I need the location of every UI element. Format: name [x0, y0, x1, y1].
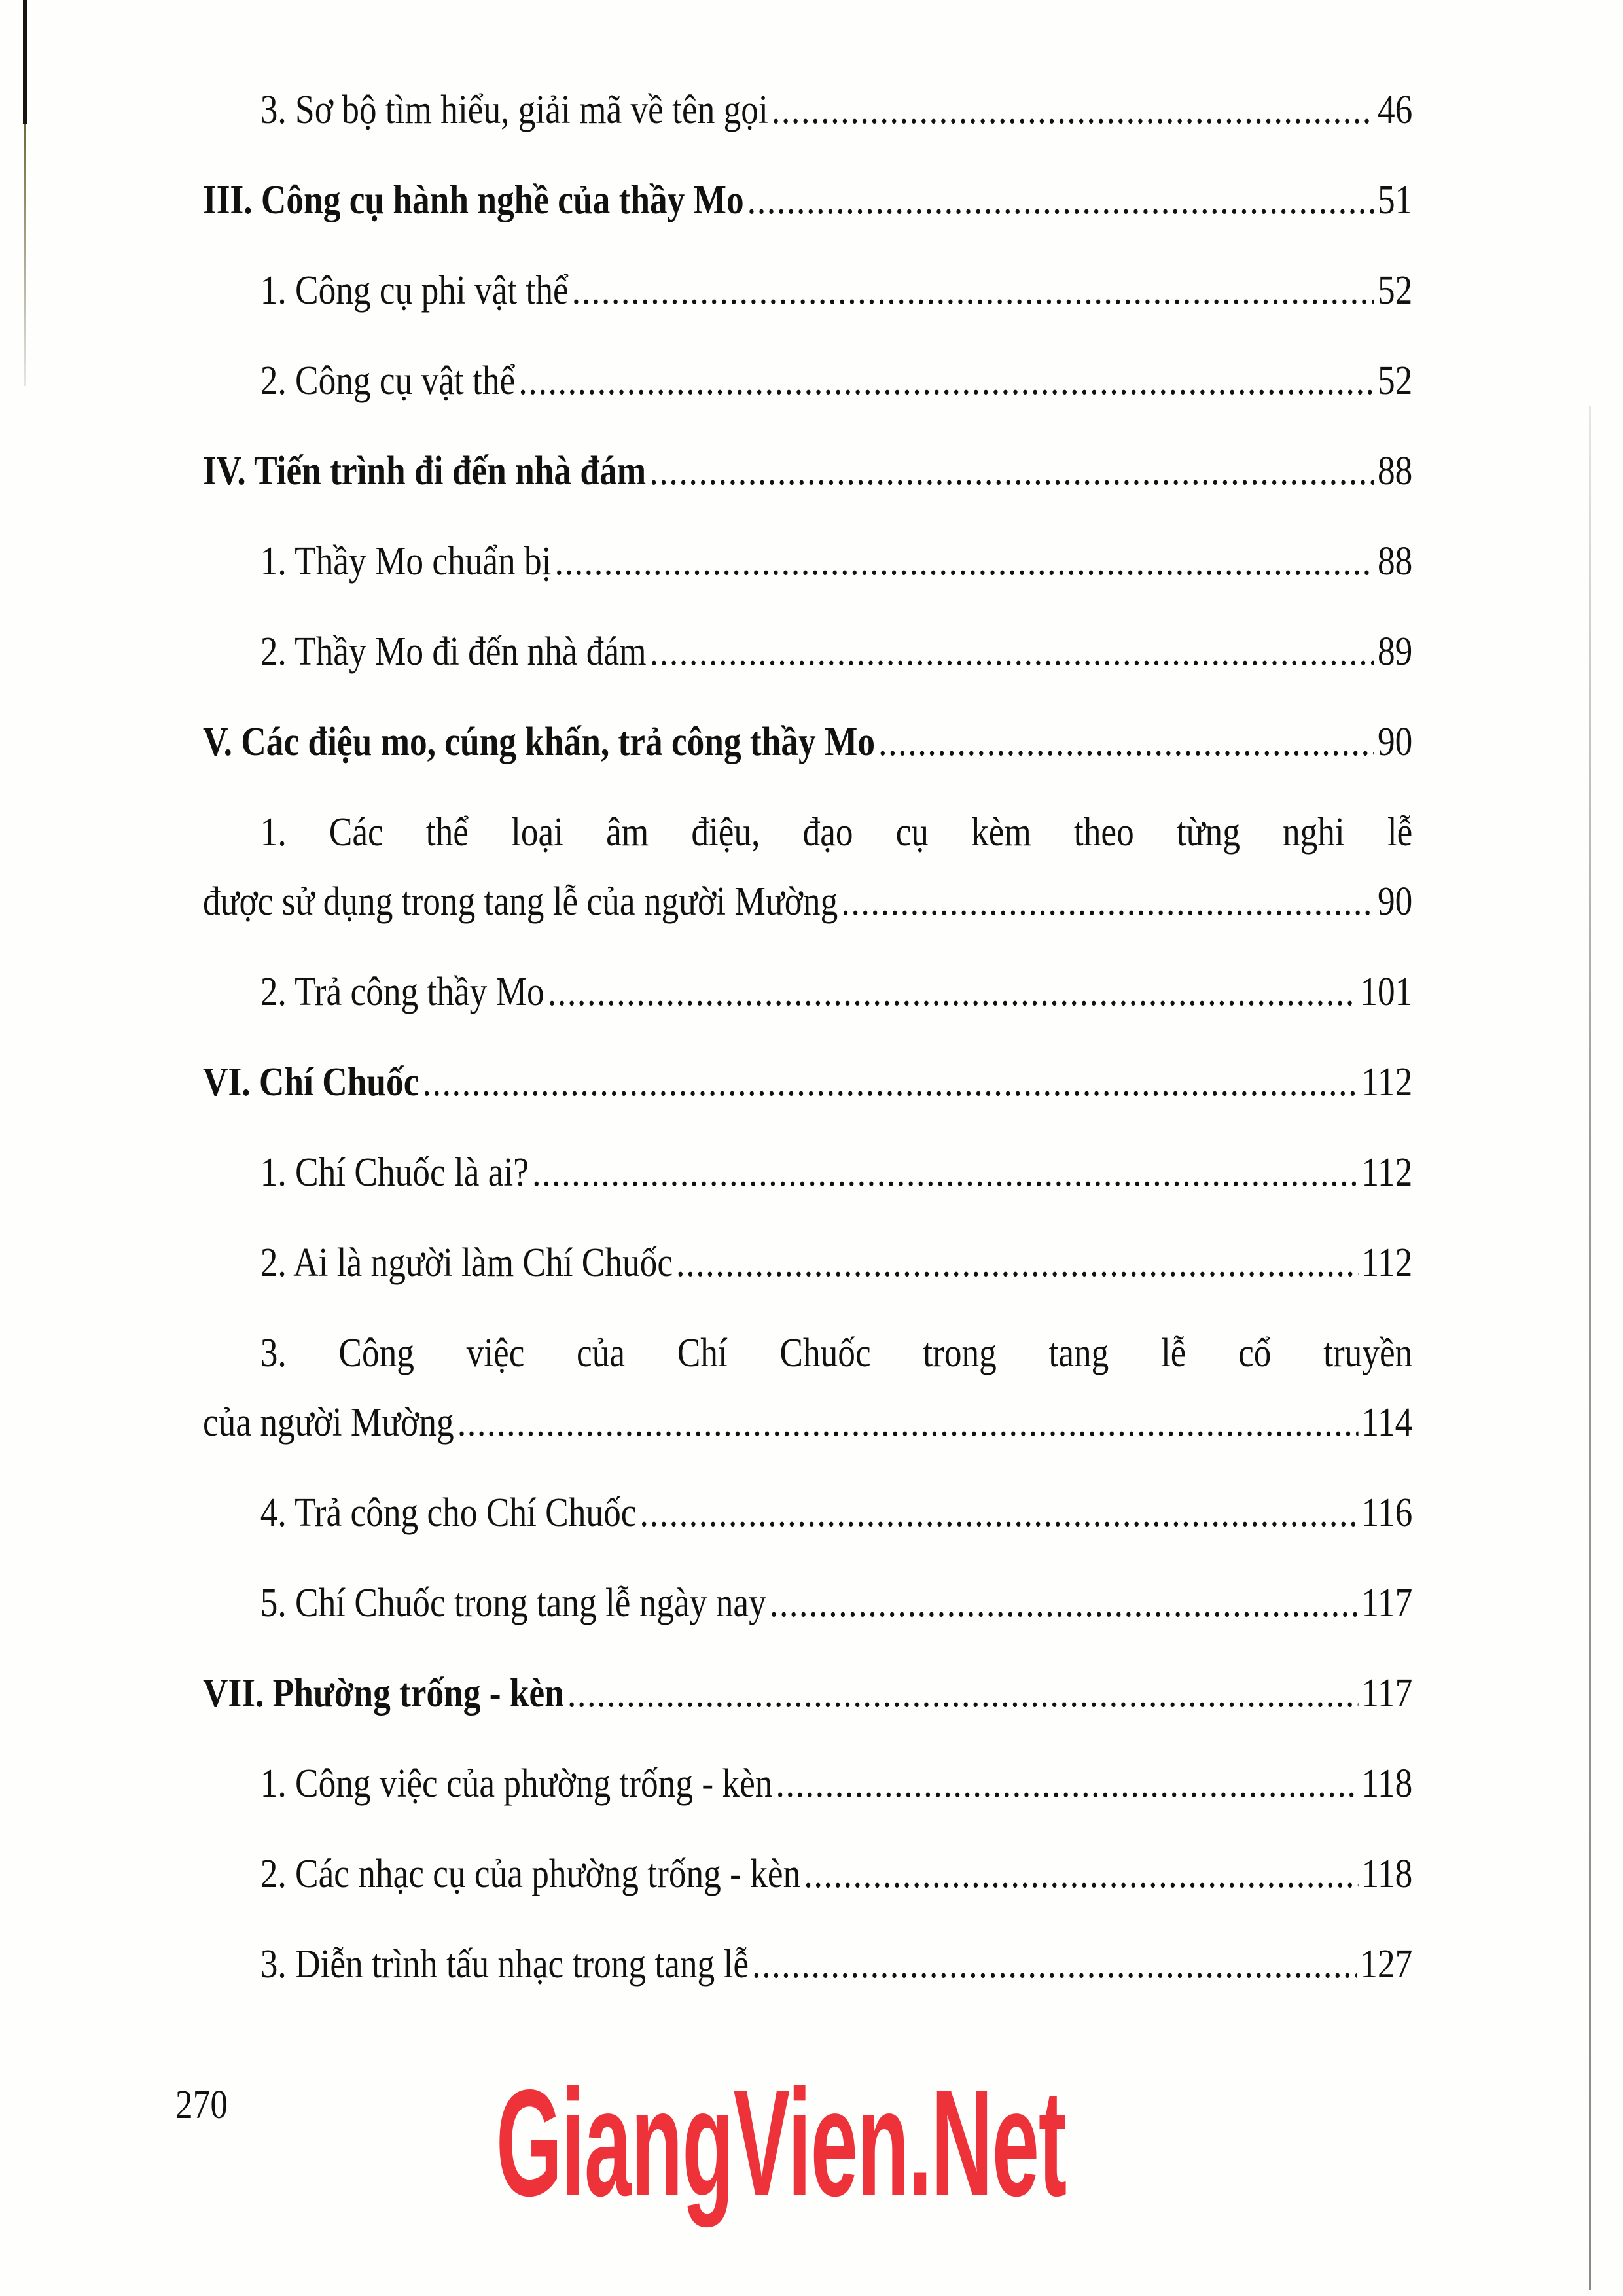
toc-entry-page: 118: [1361, 1852, 1413, 1896]
dot-leader: [776, 1759, 1359, 1809]
toc-section-title: VI. Chí Chuốc: [203, 1060, 419, 1104]
toc-entry-title: 1. Thầy Mo chuẩn bị: [260, 539, 552, 584]
page-binding-edge-fade: [24, 124, 26, 386]
toc-entry-page: 46: [1378, 88, 1413, 132]
toc-entry-page: 101: [1360, 970, 1413, 1014]
table-of-contents: [203, 85, 1412, 1989]
watermark-logo: GiangVien.Net: [496, 2058, 1067, 2228]
toc-entry[interactable]: [203, 266, 1412, 315]
toc-entry-page: 112: [1361, 1241, 1413, 1285]
toc-section-page: 117: [1361, 1671, 1413, 1716]
toc-section-page: 51: [1378, 178, 1413, 222]
dot-leader: [841, 877, 1374, 927]
dot-leader: [567, 1669, 1358, 1718]
toc-entry-page: 52: [1378, 359, 1413, 403]
dot-leader: [457, 1398, 1358, 1447]
toc-entry-title-line-2: của người Mường: [203, 1400, 454, 1445]
page-binding-edge: [23, 0, 27, 124]
toc-section[interactable]: [203, 1669, 1412, 1718]
toc-section-title: III. Công cụ hành nghề của thầy Mo: [203, 178, 744, 222]
toc-section-page: 112: [1361, 1060, 1413, 1104]
toc-section[interactable]: [203, 446, 1412, 496]
toc-entry-title: 2. Công cụ vật thể: [260, 359, 516, 403]
toc-entry-page: 112: [1361, 1150, 1413, 1195]
toc-entry[interactable]: [203, 1488, 1412, 1538]
toc-entry-title: 4. Trả công cho Chí Chuốc: [260, 1491, 637, 1535]
dot-leader: [640, 1488, 1359, 1538]
toc-section[interactable]: [203, 175, 1412, 225]
toc-entry[interactable]: [203, 1849, 1412, 1899]
toc-section-page: 88: [1378, 449, 1413, 493]
toc-entry-page: 88: [1378, 539, 1413, 584]
toc-entry-title-line-2: được sử dụng trong tang lễ của người Mường: [203, 879, 838, 924]
toc-entry-page: 90: [1378, 879, 1413, 924]
dot-leader: [555, 537, 1374, 586]
toc-entry[interactable]: [203, 627, 1412, 677]
toc-entry-title: 2. Thầy Mo đi đến nhà đám: [260, 629, 647, 674]
toc-entry-title: 1. Chí Chuốc là ai?: [260, 1150, 529, 1195]
toc-section-page: 90: [1378, 720, 1413, 764]
dot-leader: [878, 717, 1374, 767]
toc-entry-title: 1. Công việc của phường trống - kèn: [260, 1761, 773, 1806]
dot-leader: [572, 266, 1374, 315]
dot-leader: [532, 1148, 1358, 1197]
toc-entry-multiline[interactable]: [203, 1328, 1412, 1447]
toc-entry-page: 118: [1361, 1761, 1413, 1806]
toc-section-title: V. Các điệu mo, cúng khấn, trả công thầy Mo: [203, 720, 875, 764]
toc-entry[interactable]: [203, 967, 1412, 1017]
toc-section[interactable]: [203, 717, 1412, 767]
dot-leader: [747, 175, 1374, 225]
page-right-edge: [1589, 406, 1591, 2290]
dot-leader: [772, 85, 1374, 135]
toc-entry-title: 5. Chí Chuốc trong tang lễ ngày nay: [260, 1581, 766, 1625]
toc-entry[interactable]: [203, 1148, 1412, 1197]
dot-leader: [676, 1238, 1358, 1288]
toc-section-title: IV. Tiến trình đi đến nhà đám: [203, 449, 647, 493]
toc-entry-page: 52: [1378, 268, 1413, 313]
toc-entry[interactable]: [203, 85, 1412, 135]
toc-entry-title: 1. Công cụ phi vật thể: [260, 268, 569, 313]
toc-entry-page: 127: [1360, 1942, 1413, 1987]
page-number: 270: [175, 2083, 228, 2127]
dot-leader: [804, 1849, 1358, 1899]
toc-entry[interactable]: [203, 1238, 1412, 1288]
dot-leader: [770, 1578, 1358, 1628]
toc-entry-title: 3. Sơ bộ tìm hiểu, giải mã về tên gọi: [260, 88, 768, 132]
dot-leader: [752, 1939, 1357, 1989]
toc-entry-title: 2. Trả công thầy Mo: [260, 970, 544, 1014]
toc-entry-page: 89: [1378, 629, 1413, 674]
toc-entry[interactable]: [203, 356, 1412, 406]
dot-leader: [518, 356, 1374, 406]
toc-entry[interactable]: [203, 537, 1412, 586]
toc-entry[interactable]: [203, 1759, 1412, 1809]
toc-entry-title: 2. Các nhạc cụ của phường trống - kèn: [260, 1852, 801, 1896]
toc-entry-title: 3. Diễn trình tấu nhạc trong tang lễ: [260, 1942, 749, 1987]
toc-entry-title-line-1: 3. Công việc của Chí Chuốc trong tang lễ cổ truyền: [260, 1331, 1413, 1375]
toc-entry-page: 116: [1361, 1491, 1413, 1535]
dot-leader: [650, 627, 1374, 677]
toc-entry[interactable]: [203, 1939, 1412, 1989]
toc-entry-page: 114: [1361, 1400, 1413, 1445]
dot-leader: [423, 1057, 1359, 1107]
toc-entry-multiline[interactable]: [203, 807, 1412, 927]
dot-leader: [649, 446, 1374, 496]
dot-leader: [548, 967, 1357, 1017]
toc-section-title: VII. Phường trống - kèn: [203, 1671, 564, 1716]
toc-entry-title: 2. Ai là người làm Chí Chuốc: [260, 1241, 673, 1285]
toc-entry-page: 117: [1361, 1581, 1413, 1625]
toc-section[interactable]: [203, 1057, 1412, 1107]
toc-entry[interactable]: [203, 1578, 1412, 1628]
toc-entry-title-line-1: 1. Các thể loại âm điệu, đạo cụ kèm theo từng nghi lễ: [260, 810, 1413, 855]
